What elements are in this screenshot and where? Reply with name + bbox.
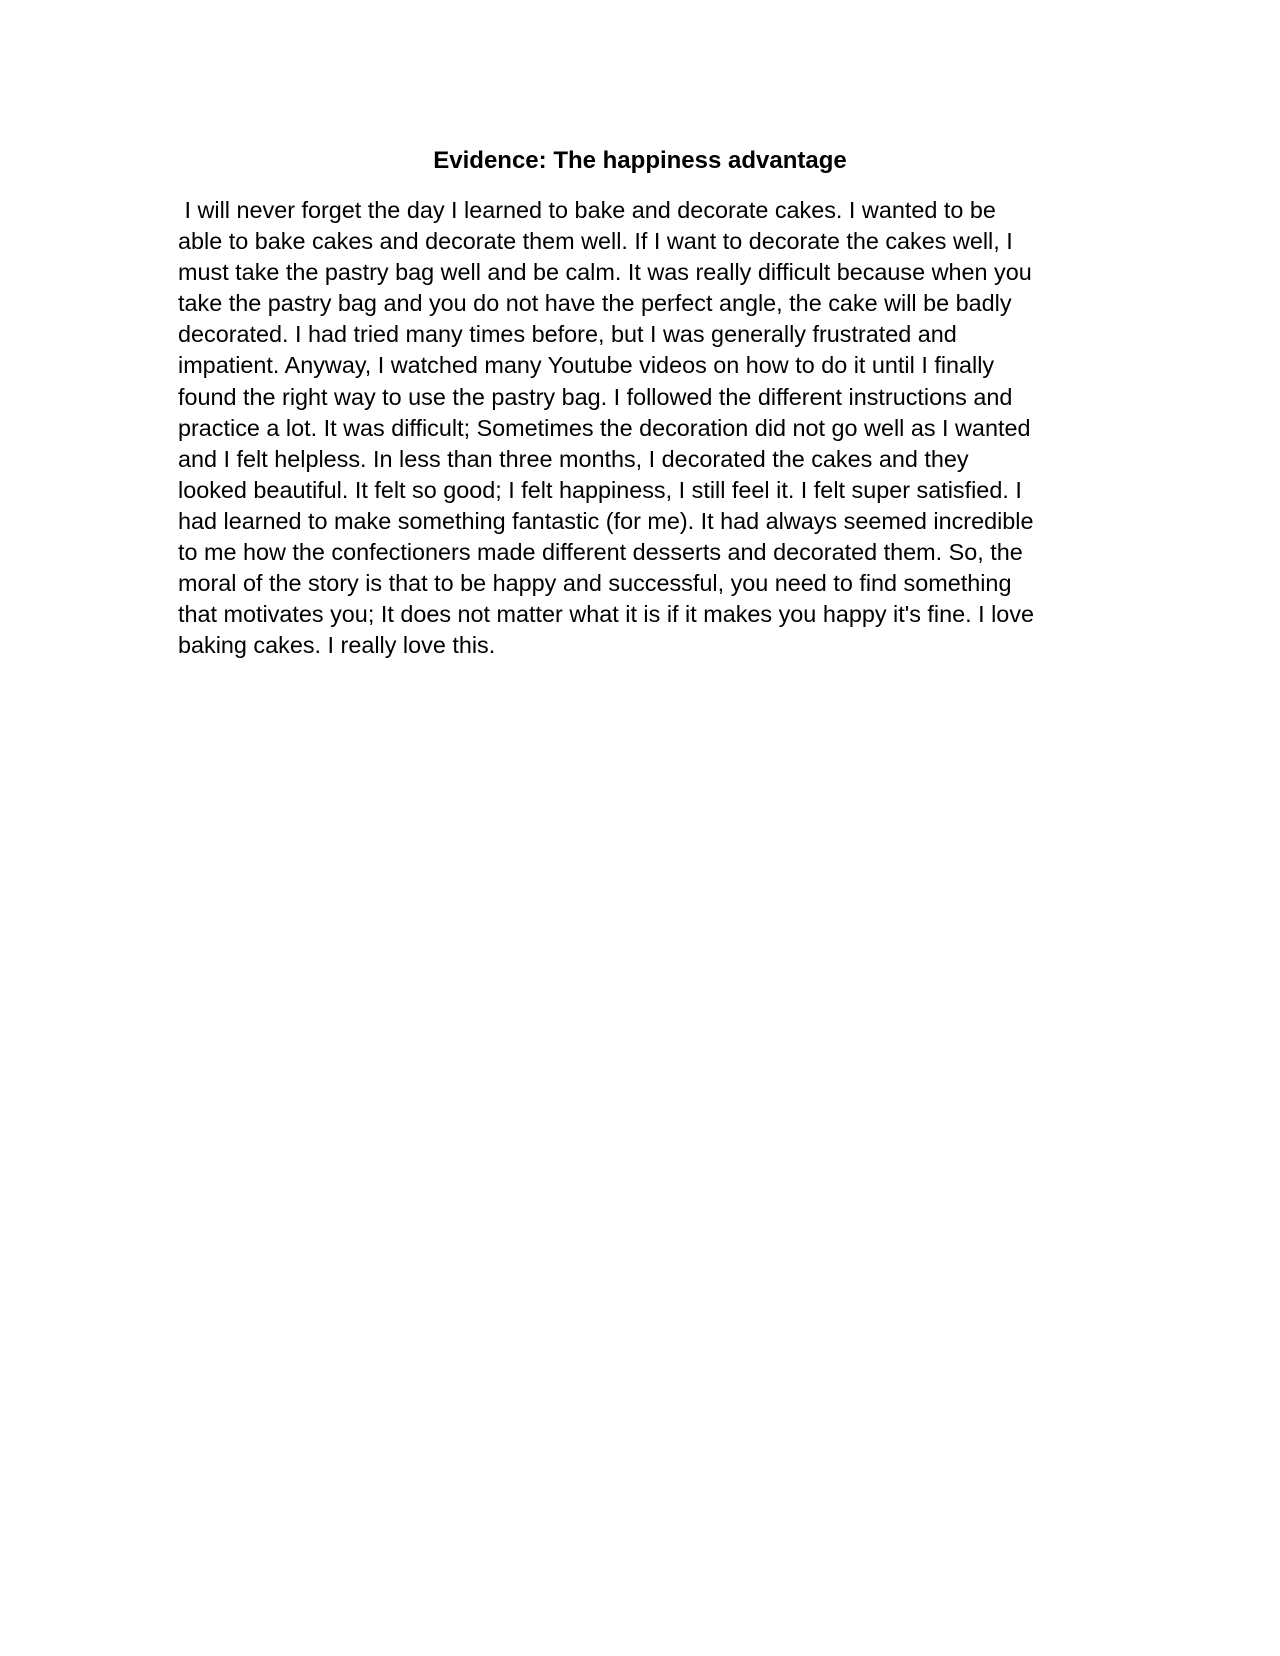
body-line: that motivates you; It does not matter what it is if it makes you happy it's fine. I love	[178, 601, 1035, 628]
body-line: baking cakes. I really love this.	[178, 632, 496, 659]
body-line: impatient. Anyway, I watched many Youtube videos on how to do it until I finally	[178, 352, 995, 379]
body-line: found the right way to use the pastry bag. I followed the different instructions and	[178, 383, 1013, 410]
body-line: and I felt helpless. In less than three months, I decorated the cakes and they	[178, 445, 969, 472]
body-line: able to bake cakes and decorate them well. If I want to decorate the cakes well, I	[178, 228, 1013, 255]
body-line: practice a lot. It was difficult; Sometimes the decoration did not go well as I wanted	[178, 414, 1031, 441]
body-line: decorated. I had tried many times before, but I was generally frustrated and	[178, 321, 957, 348]
body-line: I will never forget the day I learned to bake and decorate cakes. I wanted to be	[178, 197, 996, 223]
document-body	[178, 195, 1098, 661]
body-line: must take the pastry bag well and be calm. It was really difficult because when you	[178, 259, 1032, 286]
body-line: moral of the story is that to be happy and successful, you need to find something	[178, 570, 1012, 597]
body-line: had learned to make something fantastic (for me). It had always seemed incredible	[178, 507, 1034, 534]
body-line: looked beautiful. It felt so good; I felt happiness, I still feel it. I felt super satisfied. I	[178, 476, 1022, 503]
document-title: Evidence: The happiness advantage	[433, 147, 847, 174]
body-line: to me how the confectioners made different desserts and decorated them. So, the	[178, 539, 1023, 566]
body-line: take the pastry bag and you do not have the perfect angle, the cake will be badly	[178, 290, 1012, 317]
